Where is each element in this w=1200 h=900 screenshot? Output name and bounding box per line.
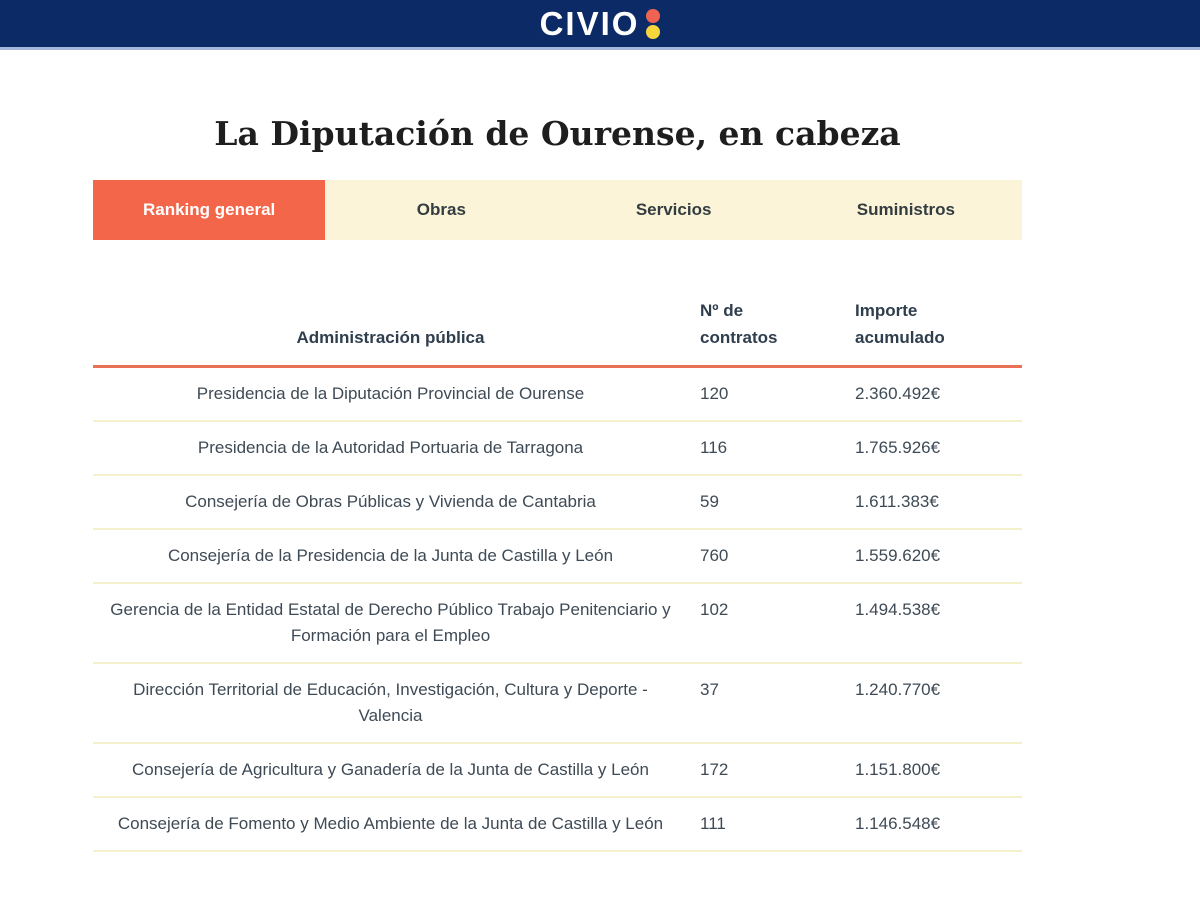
cell-contracts: 37	[700, 679, 719, 699]
logo-dot-yellow	[646, 25, 660, 39]
tab-obras[interactable]: Obras	[325, 180, 557, 240]
cell-admin: Presidencia de la Autoridad Portuaria de Tarragona	[197, 437, 584, 457]
column-header-label: Administración pública	[296, 327, 485, 347]
cell-contracts: 116	[700, 437, 728, 457]
cell-amount: 1.559.620€	[855, 545, 941, 565]
cell-amount: 1.146.548€	[855, 813, 941, 833]
column-header-label: Nº de contratos	[700, 300, 778, 347]
civio-logo[interactable]	[540, 7, 661, 40]
table-row	[93, 476, 1022, 530]
cell-contracts: 172	[700, 759, 729, 779]
table-row	[93, 744, 1022, 798]
column-header-contratos	[688, 297, 855, 351]
cell-contracts: 120	[700, 383, 729, 403]
column-header-label: Importe acumulado	[855, 300, 945, 347]
cell-amount: 1.765.926€	[855, 437, 941, 457]
cell-contracts: 111	[700, 813, 726, 833]
tab-ranking-general[interactable]: Ranking general	[93, 180, 325, 240]
ranking-table	[93, 240, 1022, 852]
cell-admin: Dirección Territorial de Educación, Investigación, Cultura y Deporte - Valencia	[133, 679, 648, 725]
cell-contracts: 59	[700, 491, 719, 511]
tab-bar	[93, 180, 1022, 240]
cell-amount: 1.611.383€	[855, 491, 939, 511]
cell-admin: Consejería de Agricultura y Ganadería de la Junta de Castilla y León	[132, 759, 649, 779]
logo-dot-orange	[646, 9, 660, 23]
table-header-row	[93, 240, 1022, 368]
table-row	[93, 798, 1022, 852]
column-header-administracion	[93, 324, 688, 351]
tab-servicios[interactable]: Servicios	[558, 180, 790, 240]
civio-logo-dots-icon	[646, 9, 660, 39]
table-row	[93, 584, 1022, 664]
column-header-importe	[855, 297, 1022, 351]
cell-amount: 1.240.770€	[855, 679, 941, 699]
civio-logo-text: CIVIO	[539, 5, 640, 42]
table-row	[93, 664, 1022, 744]
table-row	[93, 422, 1022, 476]
table-row	[93, 368, 1022, 422]
cell-admin: Consejería de Obras Públicas y Vivienda de Cantabria	[185, 491, 596, 511]
main-content	[93, 114, 1022, 852]
cell-amount: 1.494.538€	[855, 599, 941, 619]
table-row	[93, 530, 1022, 584]
cell-admin: Presidencia de la Diputación Provincial de Ourense	[196, 383, 585, 403]
cell-amount: 1.151.800€	[855, 759, 941, 779]
cell-admin: Consejería de la Presidencia de la Junta de Castilla y León	[167, 545, 614, 565]
cell-amount: 2.360.492€	[855, 383, 941, 403]
cell-admin: Gerencia de la Entidad Estatal de Derecho Público Trabajo Penitenciario y Formación para el Empleo	[110, 599, 671, 645]
cell-contracts: 760	[700, 545, 729, 565]
page-title: La Diputación de Ourense, en cabeza	[214, 114, 901, 153]
cell-admin: Consejería de Fomento y Medio Ambiente de la Junta de Castilla y León	[117, 813, 664, 833]
tab-suministros[interactable]: Suministros	[790, 180, 1022, 240]
top-nav-bar	[0, 0, 1200, 50]
cell-contracts: 102	[700, 599, 729, 619]
